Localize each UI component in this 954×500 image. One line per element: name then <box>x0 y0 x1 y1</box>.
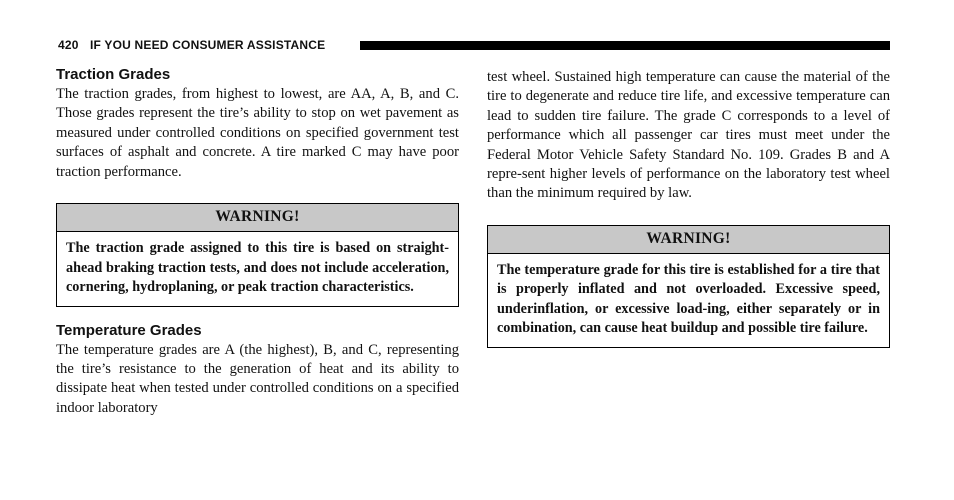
header-rule <box>360 41 890 50</box>
traction-warning-text: The traction grade assigned to this tire is based on straight-ahead braking traction tests, and does not include acceleration, cornering, hydroplaning, or peak traction characteristics. <box>66 240 449 296</box>
page-number: 420 <box>58 38 79 52</box>
left-column <box>56 66 459 418</box>
traction-grades-heading: Traction Grades <box>56 66 171 83</box>
section-title: IF YOU NEED CONSUMER ASSISTANCE <box>90 38 326 52</box>
traction-grades-paragraph: The traction grades, from highest to lowest, are AA, A, B, and C. Those grades represent the tire’s ability to stop on wet pavement as measured under controlled conditions on specified government test surfaces of asphalt and concrete. A tire marked C may have poor traction performance. <box>56 86 459 180</box>
temperature-warning-box <box>487 225 890 348</box>
temperature-warning-text: The temperature grade for this tire is established for a tire that is properly inflated and not overloaded. Excessive speed, underinflation, or excessive load-ing, either separately or in combination, can cause heat buildup and possible tire failure. <box>497 261 880 337</box>
warning-heading: WARNING! <box>57 204 458 232</box>
right-column <box>487 68 890 348</box>
temperature-grades-paragraph: The temperature grades are A (the highest), B, and C, representing the tire’s resistance to the generation of heat and its ability to dissipate heat when tested under controlled conditions on a specified indoor laboratory <box>56 341 459 416</box>
warning-heading: WARNING! <box>488 226 889 254</box>
temperature-continued-paragraph: test wheel. Sustained high temperature can cause the material of the tire to degenerate and reduce tire life, and excessive temperature can lead to sudden tire failure. The grade C corresponds to a level of performance which all passenger car tires must meet under the Federal Motor Vehicle Safety Standard No. 109. Grades B and A repre-sent higher levels of performance on the laboratory test wheel than the minimum required by law. <box>487 69 890 202</box>
page-header <box>58 38 890 52</box>
temperature-grades-heading: Temperature Grades <box>56 321 202 339</box>
traction-warning-box <box>56 203 459 307</box>
